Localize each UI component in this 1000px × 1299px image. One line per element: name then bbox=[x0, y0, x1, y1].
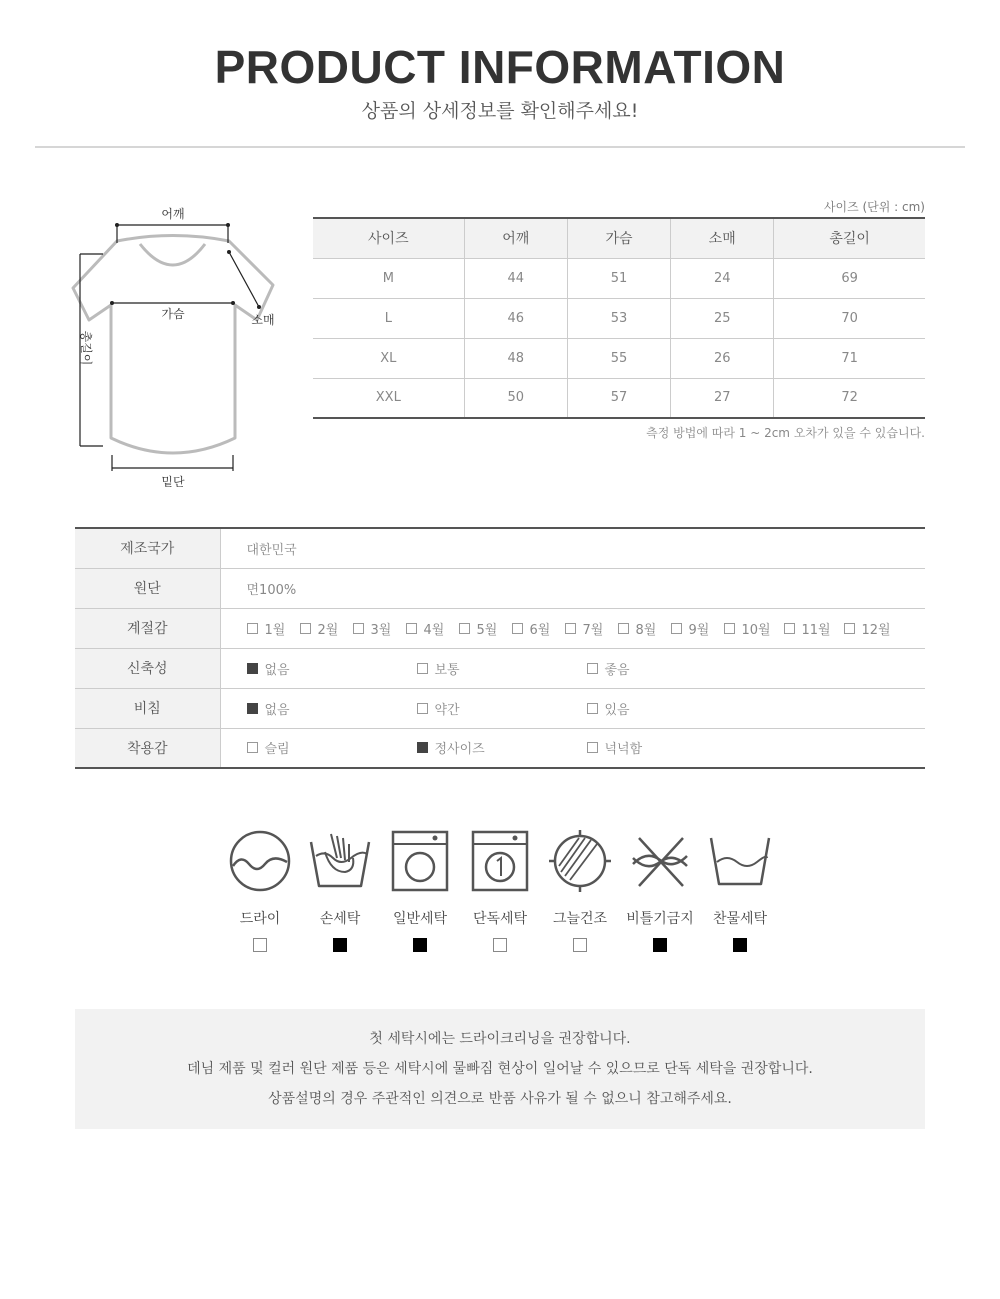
care-checkbox bbox=[493, 938, 507, 952]
checkbox[interactable] bbox=[512, 623, 523, 634]
size-cell: XXL bbox=[313, 378, 464, 418]
info-label: 착용감 bbox=[75, 728, 220, 768]
size-cell: L bbox=[313, 298, 464, 338]
checkbox[interactable] bbox=[247, 742, 258, 753]
info-label: 원단 bbox=[75, 568, 220, 608]
care-instructions bbox=[220, 828, 780, 952]
checkbox[interactable] bbox=[587, 663, 598, 674]
option-label: 9월 bbox=[688, 622, 710, 638]
option-label: 8월 bbox=[635, 622, 657, 638]
months-option[interactable] bbox=[512, 619, 565, 638]
sleeve-label: 소매 bbox=[251, 313, 275, 327]
option-label: 있음 bbox=[604, 702, 630, 718]
divider bbox=[35, 146, 965, 148]
note-line: 상품설명의 경우 주관적인 의견으로 반품 사유가 될 수 없으니 참고해주세요. bbox=[268, 1091, 732, 1107]
option-label: 좋음 bbox=[604, 662, 630, 678]
stretch-option[interactable] bbox=[587, 659, 757, 678]
size-header-row bbox=[313, 218, 925, 258]
option-label: 3월 bbox=[370, 622, 392, 638]
months-option[interactable] bbox=[784, 619, 844, 638]
care-label: 일반세탁 bbox=[392, 911, 448, 927]
care-label: 그늘건조 bbox=[552, 911, 608, 927]
checkbox[interactable] bbox=[724, 623, 735, 634]
months-option[interactable] bbox=[247, 619, 300, 638]
size-table bbox=[313, 217, 925, 419]
size-unit-label: 사이즈 (단위 : cm) bbox=[823, 200, 925, 214]
option-label: 약간 bbox=[434, 702, 460, 718]
size-cell: M bbox=[313, 258, 464, 298]
care-label: 손세탁 bbox=[319, 911, 361, 927]
care-item-cold-wash bbox=[700, 828, 780, 952]
hem-label: 밑단 bbox=[161, 475, 185, 489]
size-cell: XL bbox=[313, 338, 464, 378]
care-label: 드라이 bbox=[239, 911, 281, 927]
size-cell: 57 bbox=[567, 378, 670, 418]
checkbox[interactable] bbox=[618, 623, 629, 634]
size-header-cell: 사이즈 bbox=[313, 218, 464, 258]
sheer-options bbox=[220, 688, 925, 728]
care-notes bbox=[75, 1009, 925, 1129]
size-cell: 51 bbox=[567, 258, 670, 298]
fit-options bbox=[220, 728, 925, 768]
care-item-shade-dry bbox=[540, 828, 620, 952]
months-option[interactable] bbox=[618, 619, 671, 638]
page-subtitle: 상품의 상세정보를 확인해주세요! bbox=[361, 100, 639, 122]
care-label: 찬물세탁 bbox=[712, 911, 768, 927]
wash-separately-icon bbox=[467, 828, 533, 894]
page-title: PRODUCT INFORMATION bbox=[214, 41, 786, 93]
stretch-option[interactable] bbox=[247, 659, 417, 678]
months-option[interactable] bbox=[565, 619, 618, 638]
care-item-wash-separately bbox=[460, 828, 540, 952]
months-option[interactable] bbox=[353, 619, 406, 638]
size-header-cell: 어깨 bbox=[464, 218, 567, 258]
tshirt-diagram bbox=[55, 200, 295, 500]
size-cell: 53 bbox=[567, 298, 670, 338]
size-cell: 72 bbox=[841, 390, 858, 406]
sheer-option[interactable] bbox=[247, 699, 417, 718]
no-wring-icon bbox=[627, 828, 693, 894]
care-label: 비틀기금지 bbox=[626, 911, 694, 927]
care-checkbox bbox=[333, 938, 347, 952]
product-info-table bbox=[75, 527, 925, 769]
fit-option[interactable] bbox=[247, 738, 417, 757]
care-checkbox bbox=[733, 938, 747, 952]
option-label: 6월 bbox=[529, 622, 551, 638]
care-label: 단독세탁 bbox=[472, 911, 528, 927]
size-cell: 50 bbox=[464, 378, 567, 418]
option-label: 보통 bbox=[434, 662, 460, 678]
checkbox[interactable] bbox=[247, 703, 258, 714]
months-option[interactable] bbox=[300, 619, 353, 638]
note-line: 첫 세탁시에는 드라이크리닝을 권장합니다. bbox=[369, 1031, 631, 1047]
info-row-stretch bbox=[75, 648, 925, 688]
care-checkbox bbox=[573, 938, 587, 952]
info-row-origin bbox=[75, 528, 925, 568]
option-label: 없음 bbox=[264, 662, 290, 678]
info-label: 신축성 bbox=[75, 648, 220, 688]
machine-wash-icon bbox=[387, 828, 453, 894]
checkbox[interactable] bbox=[587, 742, 598, 753]
option-label: 넉넉함 bbox=[604, 742, 643, 758]
info-row-fit bbox=[75, 728, 925, 768]
checkbox[interactable] bbox=[417, 742, 428, 753]
fit-option[interactable] bbox=[417, 738, 587, 757]
option-label: 없음 bbox=[264, 702, 290, 718]
season-options bbox=[220, 608, 925, 648]
option-label: 10월 bbox=[741, 622, 771, 638]
care-item-machine-wash bbox=[380, 828, 460, 952]
info-row-fabric bbox=[75, 568, 925, 608]
sheer-option[interactable] bbox=[587, 699, 757, 718]
checkbox[interactable] bbox=[459, 623, 470, 634]
size-row bbox=[313, 378, 925, 418]
care-item-dry bbox=[220, 828, 300, 952]
care-item-hand-wash bbox=[300, 828, 380, 952]
care-checkbox bbox=[413, 938, 427, 952]
sheer-option[interactable] bbox=[417, 699, 587, 718]
option-label: 4월 bbox=[423, 622, 445, 638]
cold-wash-icon bbox=[707, 828, 773, 894]
info-label: 계절감 bbox=[75, 608, 220, 648]
size-row bbox=[313, 298, 925, 338]
checkbox[interactable] bbox=[844, 623, 855, 634]
months-option[interactable] bbox=[406, 619, 459, 638]
fit-option[interactable] bbox=[587, 738, 757, 757]
size-cell: 24 bbox=[671, 258, 774, 298]
checkbox[interactable] bbox=[247, 623, 258, 634]
checkbox[interactable] bbox=[417, 663, 428, 674]
chest-label: 가슴 bbox=[161, 307, 185, 321]
option-label: 11월 bbox=[801, 622, 831, 638]
size-cell: 48 bbox=[464, 338, 567, 378]
tshirt-collar bbox=[140, 244, 205, 265]
option-label: 1월 bbox=[264, 622, 286, 638]
size-cell: 70 bbox=[774, 298, 925, 338]
size-cell: 46 bbox=[464, 298, 567, 338]
care-checkbox bbox=[653, 938, 667, 952]
tshirt-outline bbox=[73, 236, 273, 454]
checkbox[interactable] bbox=[784, 623, 795, 634]
size-cell: 69 bbox=[774, 258, 925, 298]
note-line: 데님 제품 및 컬러 원단 제품 등은 세탁시에 물빠짐 현상이 일어날 수 있으므로 단독 세탁을 권장합니다. bbox=[187, 1061, 813, 1077]
info-value: 대한민국 bbox=[220, 528, 925, 568]
option-label: 정사이즈 bbox=[434, 742, 485, 758]
option-label: 2월 bbox=[317, 622, 339, 638]
hand-wash-icon bbox=[307, 828, 373, 894]
option-label: 5월 bbox=[476, 622, 498, 638]
size-cell: 71 bbox=[774, 338, 925, 378]
months-option[interactable] bbox=[671, 619, 724, 638]
size-cell: 27 bbox=[671, 378, 774, 418]
length-label: 총길이 bbox=[79, 330, 93, 366]
dry-clean-icon bbox=[227, 828, 293, 894]
size-note: 측정 방법에 따라 1 ~ 2cm 오차가 있을 수 있습니다. bbox=[646, 426, 925, 440]
size-cell: 25 bbox=[671, 298, 774, 338]
shade-dry-icon bbox=[547, 828, 613, 894]
size-header-cell: 가슴 bbox=[567, 218, 670, 258]
info-value: 면100% bbox=[220, 568, 925, 608]
months-option[interactable] bbox=[459, 619, 512, 638]
option-label: 12월 bbox=[861, 622, 891, 638]
shoulder-label: 어깨 bbox=[161, 207, 185, 221]
care-checkbox bbox=[253, 938, 267, 952]
size-cell: 55 bbox=[567, 338, 670, 378]
info-row-sheer bbox=[75, 688, 925, 728]
checkbox[interactable] bbox=[406, 623, 417, 634]
checkbox[interactable] bbox=[671, 623, 682, 634]
size-header-cell: 총길이 bbox=[774, 218, 925, 258]
checkbox[interactable] bbox=[353, 623, 364, 634]
checkbox[interactable] bbox=[247, 663, 258, 674]
stretch-options bbox=[220, 648, 925, 688]
size-header-cell: 소매 bbox=[671, 218, 774, 258]
checkbox[interactable] bbox=[417, 703, 428, 714]
info-row-season bbox=[75, 608, 925, 648]
info-label: 제조국가 bbox=[75, 528, 220, 568]
option-label: 7월 bbox=[582, 622, 604, 638]
size-row bbox=[313, 258, 925, 298]
months-option[interactable] bbox=[724, 619, 784, 638]
months-option[interactable] bbox=[844, 619, 904, 638]
size-row bbox=[313, 338, 925, 378]
checkbox[interactable] bbox=[565, 623, 576, 634]
size-cell: 26 bbox=[671, 338, 774, 378]
checkbox[interactable] bbox=[587, 703, 598, 714]
stretch-option[interactable] bbox=[417, 659, 587, 678]
info-label: 비침 bbox=[75, 688, 220, 728]
checkbox[interactable] bbox=[300, 623, 311, 634]
size-cell: 44 bbox=[464, 258, 567, 298]
care-item-no-wring bbox=[620, 828, 700, 952]
option-label: 슬림 bbox=[264, 742, 290, 758]
